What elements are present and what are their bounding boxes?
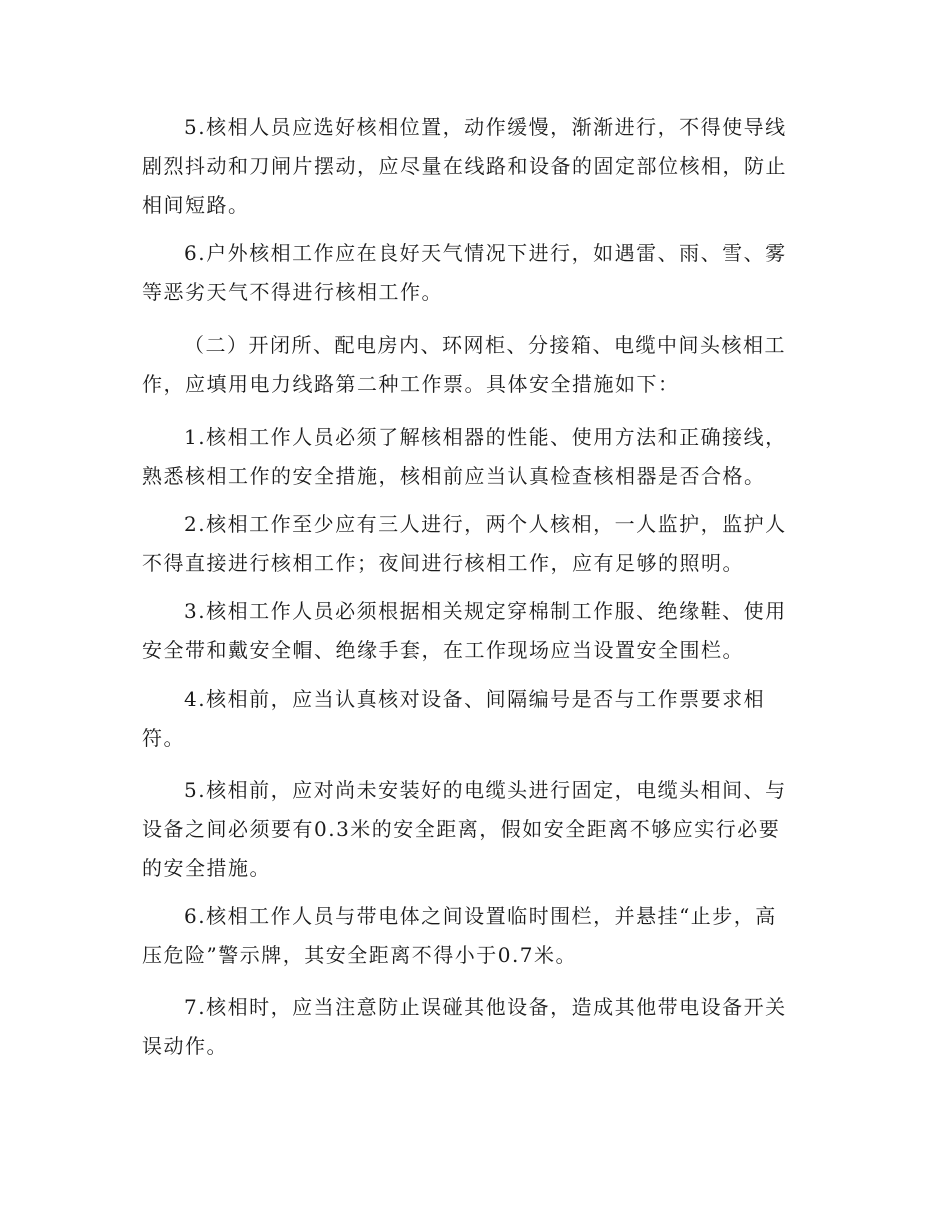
text-line: 6.户外核相工作应在良好天气情况下进行，如遇雷、雨、雪、雾 <box>184 241 787 265</box>
text-line: 4.核相前，应当认真核对设备、间隔编号是否与工作票要求相 <box>184 687 766 711</box>
paragraph-6-outdoor-weather <box>142 234 802 312</box>
text-line: 的安全措施。 <box>142 856 271 880</box>
text-line: 设备之间必须要有0.3米的安全距离，假如安全距离不够应实行必要 <box>142 817 781 841</box>
text-line: 熟悉核相工作的安全措施，核相前应当认真检查核相器是否合格。 <box>142 464 766 488</box>
paragraph-5-phase-position <box>142 108 802 225</box>
text-line: 作，应填用电力线路第二种工作票。具体安全措施如下： <box>142 372 680 396</box>
text-line: 误动作。 <box>142 1034 228 1058</box>
paragraph-2-staffing <box>142 505 802 583</box>
paragraph-7-avoid-misoperation <box>142 988 802 1066</box>
text-line: （二）开闭所、配电房内、环网柜、分接箱、电缆中间头核相工 <box>184 333 786 357</box>
text-line: 6.核相工作人员与带电体之间设置临时围栏，并悬挂“止步，高 <box>184 904 777 928</box>
text-line: 相间短路。 <box>142 193 250 217</box>
paragraph-3-protective-gear <box>142 592 802 670</box>
text-line: 5.核相前，应对尚未安装好的电缆头进行固定，电缆头相间、与 <box>184 778 787 802</box>
text-line: 安全带和戴安全帽、绝缘手套，在工作现场应当设置安全围栏。 <box>142 638 744 662</box>
text-line: 1.核相工作人员必须了解核相器的性能、使用方法和正确接线， <box>184 425 787 449</box>
text-line: 符。 <box>142 726 185 750</box>
text-line: 不得直接进行核相工作；夜间进行核相工作，应有足够的照明。 <box>142 551 744 575</box>
paragraph-5-cable-head-distance <box>142 771 802 888</box>
text-line: 压危险”警示牌，其安全距离不得小于0.7米。 <box>142 943 578 967</box>
text-line: 7.核相时，应当注意防止误碰其他设备，造成其他带电设备开关 <box>184 995 787 1019</box>
text-line: 3.核相工作人员必须根据相关规定穿棉制工作服、绝缘鞋、使用 <box>184 599 787 623</box>
text-line: 2.核相工作至少应有三人进行，两个人核相，一人监护，监护人 <box>184 512 787 536</box>
section-heading-2 <box>142 326 802 404</box>
text-line: 等恶劣天气不得进行核相工作。 <box>142 280 443 304</box>
paragraph-6-temporary-fence <box>142 897 802 975</box>
paragraph-4-verify-equipment <box>142 680 802 758</box>
paragraph-1-personnel-knowledge <box>142 418 802 496</box>
text-line: 5.核相人员应选好核相位置，动作缓慢，渐渐进行，不得使导线 <box>184 115 787 139</box>
text-line: 剧烈抖动和刀闸片摆动，应尽量在线路和设备的固定部位核相，防止 <box>142 154 787 178</box>
